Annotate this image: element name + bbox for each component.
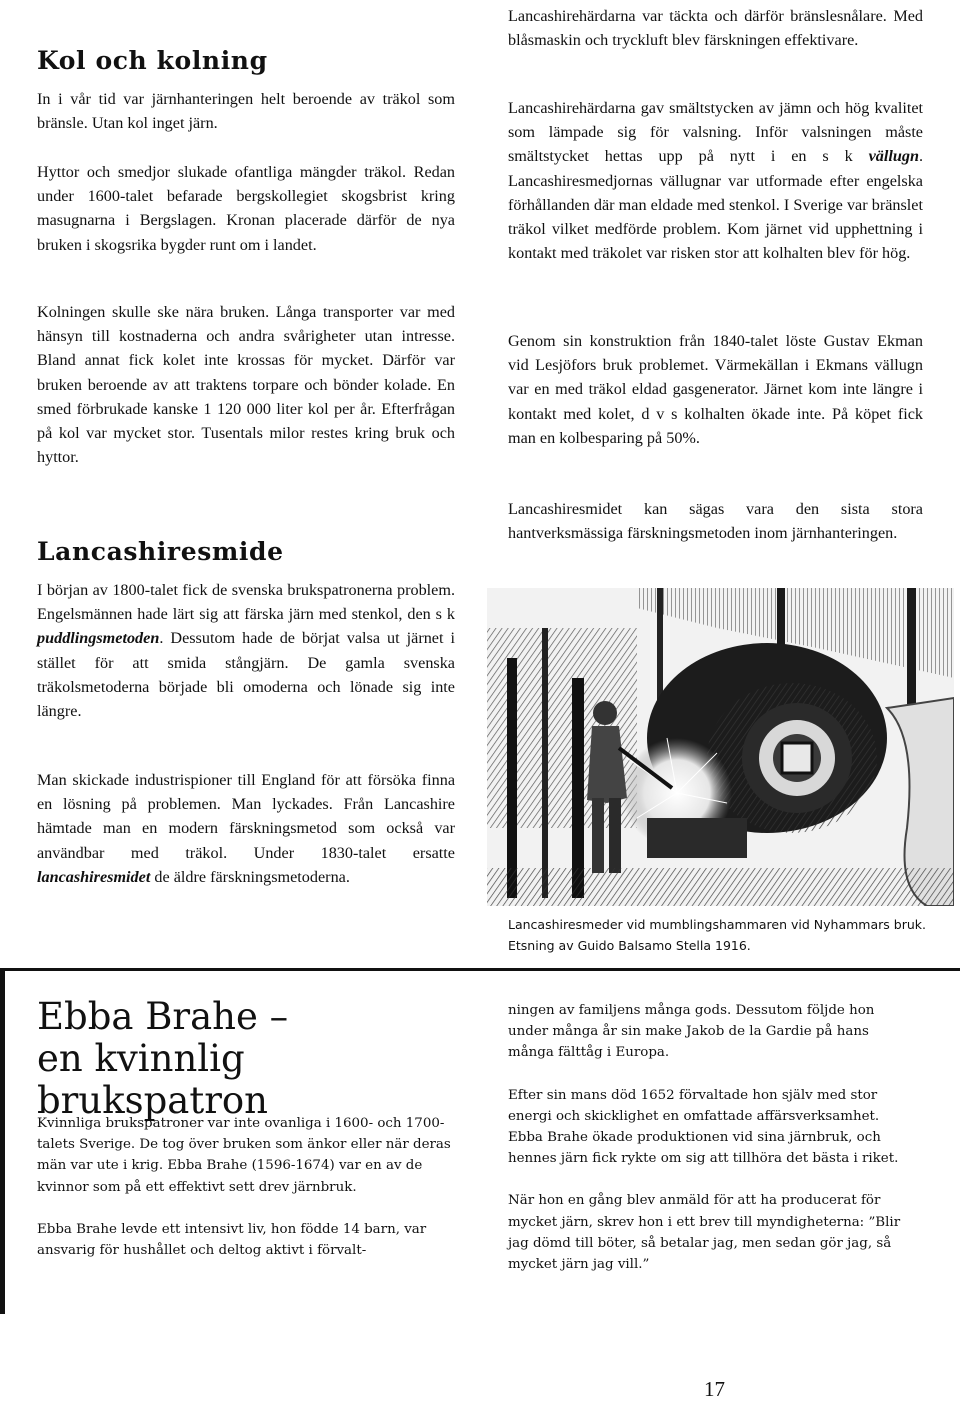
etching-image <box>487 588 954 906</box>
ebba-heading <box>37 996 467 1122</box>
lanc-p1-emphasis: puddlingsmetoden <box>37 629 160 648</box>
ebba-heading-line-1: Ebba Brahe – <box>37 995 289 1038</box>
ebba-paragraph-3: ningen av familjens många gods. Dessutom följde hon under många år sin make Jakob de la Gardie på hans många fälttåg i Europa. <box>508 1003 875 1061</box>
right-paragraph-1: Lancashirehärdarna var täckta och därför bränslesnålare. Med blåsmaskin och tryckluft blev färskningen effektivare. <box>508 7 923 50</box>
ebba-right-column <box>508 1000 918 1275</box>
right-p2-text-b: . Lancashiresmedjornas vällugnar var utformade efter engelska förhållanden där man eldade med stenkol. I Sverige var bränslet träkol vilket medförde problem. Kom järnet vid upphettning i kontakt med träkolet var risken stor att kolhalten blev för hög. <box>508 147 923 263</box>
figure-caption <box>508 914 953 956</box>
lanc-paragraph-1 <box>37 578 455 723</box>
right-p2-text-a: Lancashirehärdarna gav smältstycken av jämn och hög kvalitet som lämpade sig för valsning. Inför valsningen måste smältstycket hettas upp på nytt i en s k <box>508 99 923 166</box>
caption-line-1: Lancashiresmeder vid mumblingshammaren vid Nyhammars bruk. <box>508 917 926 932</box>
right-paragraph-4: Lancashiresmidet kan sägas vara den sista stora hantverksmässiga färskningsmetoden inom järnhanteringen. <box>508 500 923 543</box>
kol-paragraph-1: In i vår tid var järnhanteringen helt beroende av träkol som bränsle. Utan kol inget järn. <box>37 90 455 133</box>
kol-heading: Kol och kolning <box>37 46 268 75</box>
caption-line-2: Etsning av Guido Balsamo Stella 1916. <box>508 938 751 953</box>
right-paragraph-2 <box>508 96 923 265</box>
lanc-heading: Lancashiresmide <box>37 537 284 566</box>
right-p2-emphasis: vällugn <box>868 147 919 166</box>
lanc-p1-text-a: I början av 1800-talet fick de svenska brukspatronerna problem. Engelsmännen hade lärt sig att färska järn med stenkol, den s k <box>37 581 455 624</box>
lanc-p1-text-b: . Dessutom hade de börjat valsa ut järnet i stället för att smida stångjärn. De gamla svenska träkolsmetoderna började bli omoderna och lönade sig inte längre. <box>37 629 455 721</box>
lanc-p2-emphasis: lancashiresmidet <box>37 867 151 886</box>
page-number: 17 <box>704 1377 725 1401</box>
ebba-heading-line-2: en kvinnlig brukspatron <box>37 1037 269 1122</box>
lanc-p2-text-b: de äldre färskningsmetoderna. <box>150 867 350 886</box>
box-top-border <box>0 968 960 971</box>
ebba-left-column <box>37 1113 455 1261</box>
lanc-paragraph-2 <box>37 768 455 889</box>
box-left-border <box>0 968 5 1314</box>
ebba-paragraph-2: Ebba Brahe levde ett intensivt liv, hon födde 14 barn, var ansvarig för hushållet och deltog aktivt i förvalt- <box>37 1221 427 1259</box>
lanc-p2-text-a: Man skickade industrispioner till England för att försöka finna en lösning på problemen. Man lyckades. Från Lancashire hämtade man en modern färskningsmetod som också var användbar med träkol. Under 1830-talet ersatte <box>37 771 455 862</box>
ebba-paragraph-5: När hon en gång blev anmäld för att ha producerat för mycket järn, skrev hon i ett brev till myndigheterna: ”Blir jag dömd till böter, så betalar jag, men sedan gör jag, så mycket järn jag vill.” <box>508 1193 901 1273</box>
ebba-paragraph-1: Kvinnliga brukspatroner var inte ovanliga i 1600- och 1700-talets Sverige. De tog över bruken som änkor eller när deras män var ute i krig. Ebba Brahe (1596-1674) var en av de kvinnor som på ett effektivt sett drev järnbruk. <box>37 1116 451 1195</box>
ebba-paragraph-4: Efter sin mans död 1652 förvaltade hon själv med stor energi och skicklighet en omfattade affärsverksamhet. Ebba Brahe ökade produktionen vid sina järnbruk, och hennes järn fick rykte om sig att tillhöra det bästa i riket. <box>508 1087 899 1167</box>
kol-paragraph-3: Kolningen skulle ske nära bruken. Långa transporter var med hänsyn till kostnaderna och andra svårigheter utan intresse. Bland annat fick kolet inte krossas för mycket. Därför var bruken beroende av att traktens torpare och bönder kolade. En smed förbrukade kanske 1 120 000 liter kol per år. Efterfrågan på kol var mycket stor. Tusentals milor restes kring bruk och hyttor. <box>37 303 455 467</box>
right-paragraph-3: Genom sin konstruktion från 1840-talet löste Gustav Ekman vid Lesjöfors bruk problemet. Värmekällan i Ekmans vällugn var en med träkol eldad gasgenerator. Järnet kom inte längre i kontakt med kolet, d v s kolhalten ökade inte. På köpet fick man en kolbesparing på 50%. <box>508 332 923 447</box>
kol-paragraph-2: Hyttor och smedjor slukade ofantliga mängder träkol. Redan under 1600-talet befarade bergskollegiet skogsbrist kring masugnarna i Bergslagen. Kronan placerade därför de nya bruken i skogsrika bygder runt om i landet. <box>37 163 455 254</box>
etching-illustration <box>487 588 954 906</box>
